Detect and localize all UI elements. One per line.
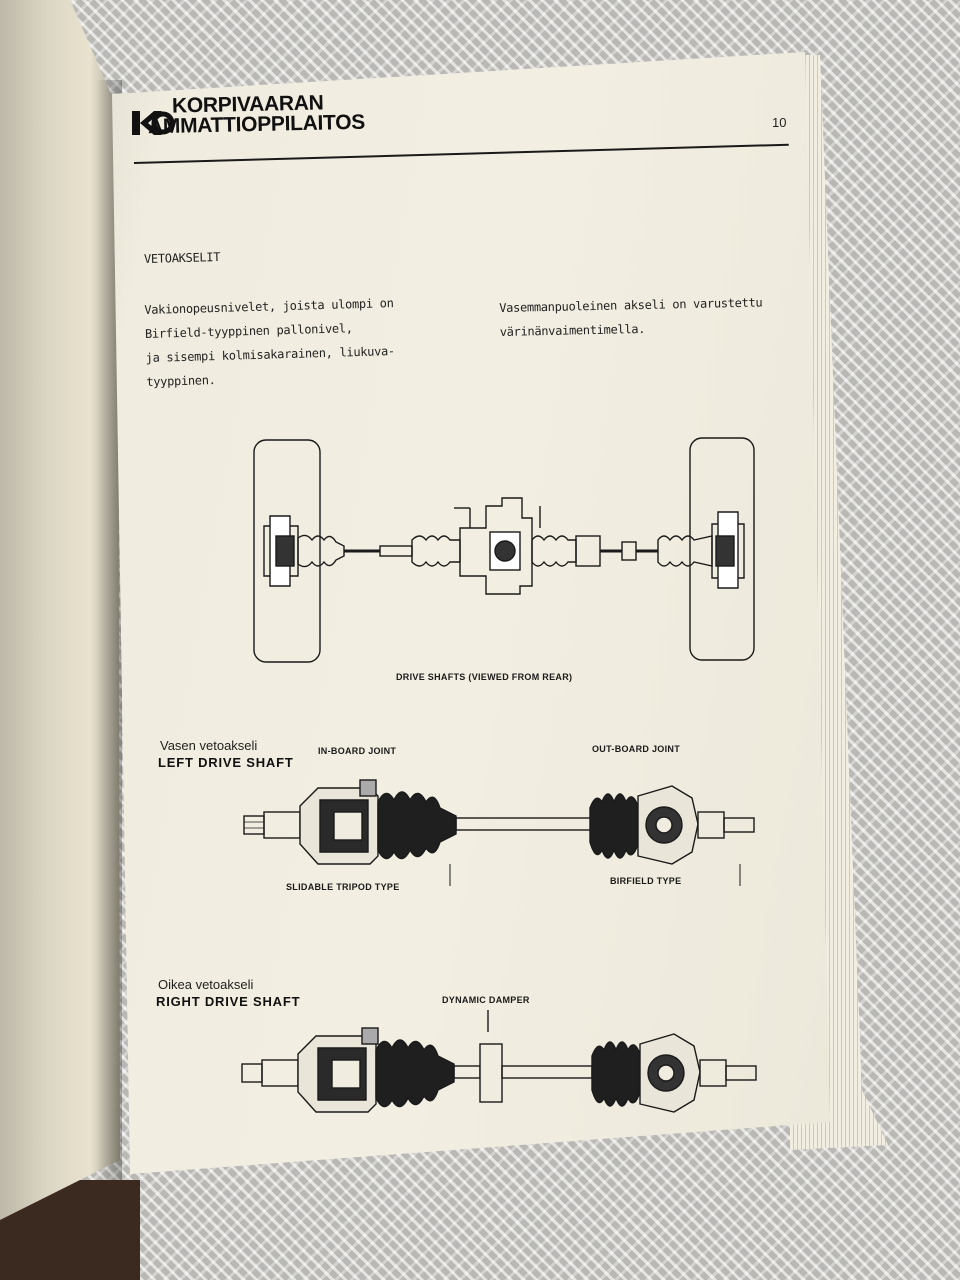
logo-line-2: AMMATTIOPPILAITOS	[147, 110, 366, 139]
left-shaft-title-fi: Vasen vetoakseli	[160, 738, 258, 753]
left-text-column	[144, 291, 396, 394]
right-text-column	[499, 290, 763, 344]
left-drive-shaft-diagram	[240, 772, 760, 882]
right-text-line: Vasemmanpuoleinen akseli on varustettu	[499, 295, 763, 315]
left-text-line: tyyppinen.	[146, 373, 216, 389]
section-heading: VETOAKSELIT	[143, 249, 221, 267]
right-text-line: värinänvaimentimella.	[499, 321, 646, 339]
inboard-joint-label: IN-BOARD JOINT	[318, 746, 397, 756]
left-text-line: Birfield-tyyppinen pallonivel,	[144, 321, 353, 341]
dynamic-damper-label: DYNAMIC DAMPER	[442, 995, 530, 1005]
page-number: 10	[772, 115, 787, 130]
left-shaft-title-en: LEFT DRIVE SHAFT	[158, 755, 294, 770]
birfield-type-label: BIRFIELD TYPE	[610, 876, 682, 886]
drive-shafts-rear-diagram	[250, 436, 760, 666]
outboard-joint-label: OUT-BOARD JOINT	[592, 744, 681, 754]
right-drive-shaft-diagram	[238, 1010, 758, 1122]
logo-line-1: KORPIVAARAN	[171, 91, 324, 118]
page-content	[100, 52, 832, 1174]
left-text-line: ja sisempi kolmisakarainen, liukuva-	[145, 344, 396, 365]
right-shaft-title-fi: Oikea vetoakseli	[158, 977, 254, 992]
left-text-line: Vakionopeusnivelet, joista ulompi on	[144, 296, 394, 317]
right-shaft-title-en: RIGHT DRIVE SHAFT	[156, 994, 301, 1009]
header-divider	[134, 144, 789, 164]
slidable-tripod-label: SLIDABLE TRIPOD TYPE	[286, 882, 400, 892]
top-figure-caption: DRIVE SHAFTS (VIEWED FROM REAR)	[396, 672, 573, 682]
